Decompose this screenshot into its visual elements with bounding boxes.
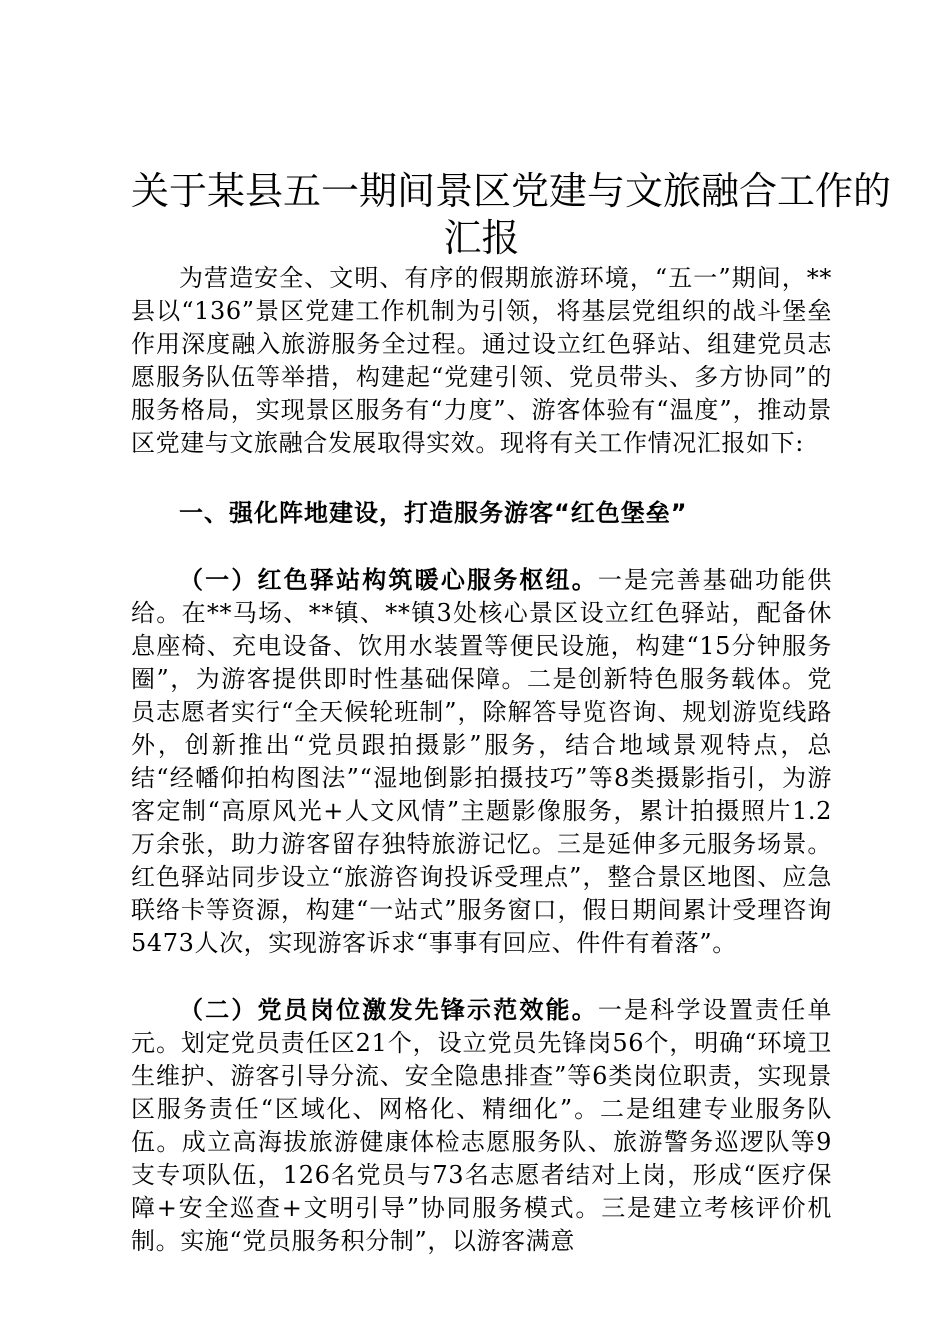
subsection-paragraph-1 [131, 564, 832, 960]
subsection-lead-1: （一）红色驿站构筑暖心服务枢纽。 [179, 566, 598, 594]
intro-paragraph: 为营造安全、文明、有序的假期旅游环境，“五一”期间，**县以“136”景区党建工作机制为引领，将基层党组织的战斗堡垒作用深度融入旅游服务全过程。通过设立红色驿站、组建党员志愿服务队伍等举措，构建起“党建引领、党员带头、多方协同”的服务格局，实现景区服务有“力度”、游客体验有“温度”，推动景区党建与文旅融合发展取得实效。现将有关工作情况汇报如下: [131, 264, 832, 457]
subsection-body-2: 一是科学设置责任单元。划定党员责任区21个，设立党员先锋岗56个，明确“环境卫生维护、游客引导分流、安全隐患排查”等6类岗位职责，实现景区服务责任“区域化、网格化、精细化”。二是组建专业服务队伍。成立高海拔旅游健康体检志愿服务队、旅游警务巡逻队等9支专项队伍，126名党员与73名志愿者结对上岗，形成“医疗保障+安全巡查+文明引导”协同服务模式。三是建立考核评价机制。实施“党员服务积分制”，以游客满意 [131, 996, 832, 1255]
section-heading-1: 一、强化阵地建设，打造服务游客“红色堡垒” [179, 499, 688, 527]
subsection-lead-2: （二）党员岗位激发先锋示范效能。 [179, 996, 598, 1024]
title-line-2: 汇报 [443, 216, 520, 260]
subsection-body-1: 一是完善基础功能供给。在**马场、**镇、**镇3处核心景区设立红色驿站，配备休息座椅、充电设备、饮用水装置等便民设施，构建“15分钟服务圈”，为游客提供即时性基础保障。二是创新特色服务载体。党员志愿者实行“全天候轮班制”，除解答导览咨询、规划游览线路外，创新推出“党员跟拍摄影”服务，结合地域景观特点，总结“经幡仰拍构图法”“湿地倒影拍摄技巧”等8类摄影指引，为游客定制“高原风光+人文风情”主题影像服务，累计拍摄照片1.2万余张，助力游客留存独特旅游记忆。三是延伸多元服务场景。红色驿站同步设立“旅游咨询投诉受理点”，整合景区地图、应急联络卡等资源，构建“一站式”服务窗口，假日期间累计受理咨询5473人次，实现游客诉求“事事有回应、件件有着落”。 [131, 566, 832, 957]
document-title [131, 168, 892, 262]
title-line-1: 关于某县五一期间景区党建与文旅融合工作的 [131, 169, 892, 213]
subsection-paragraph-2 [131, 994, 832, 1258]
